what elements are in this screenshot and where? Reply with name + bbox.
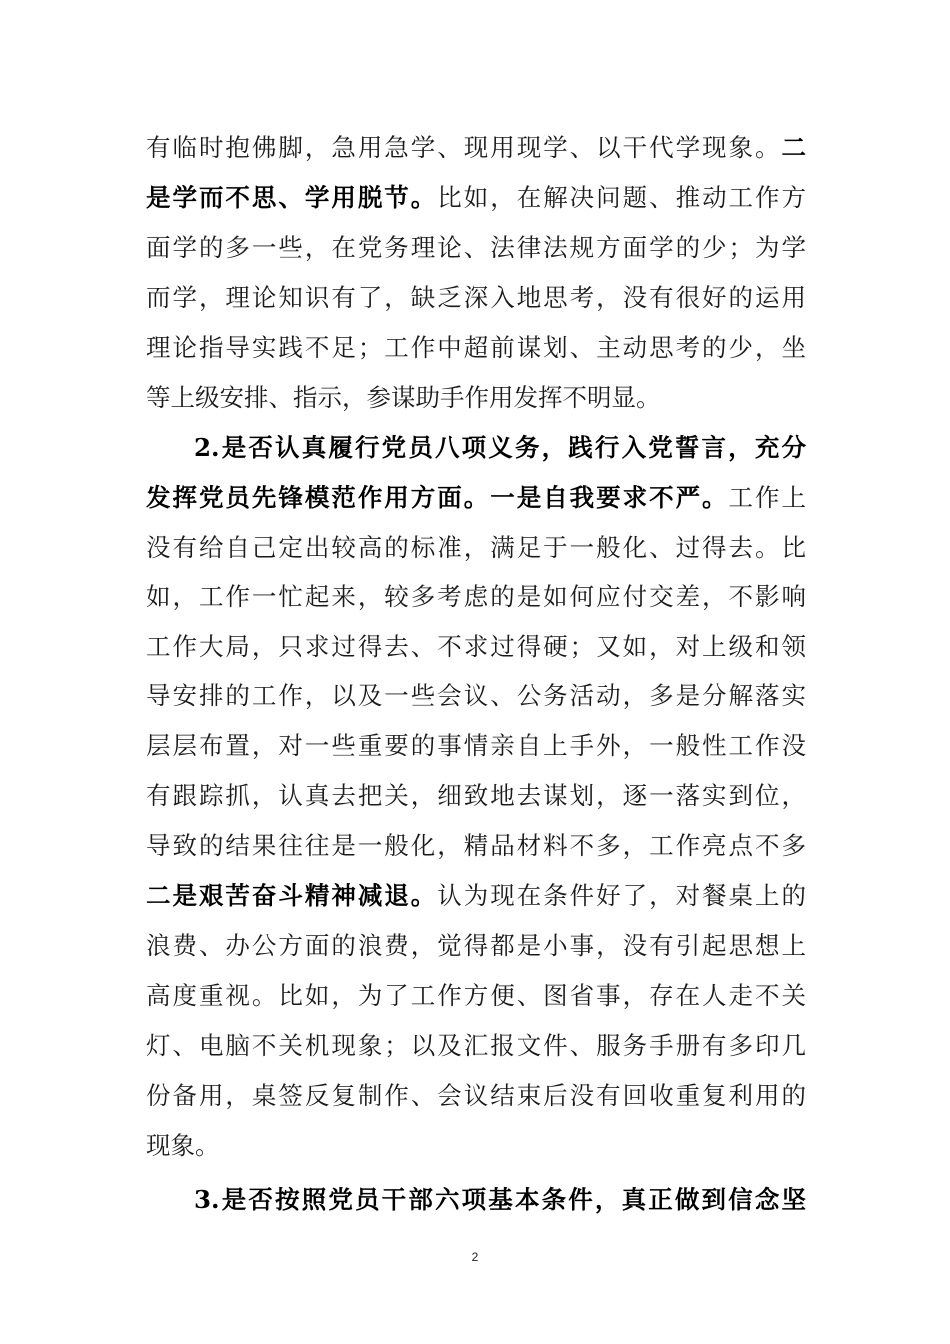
text-run: 而学，理论知识有了，缺乏深入地思考，没有很好的运用	[146, 283, 806, 312]
text-run: 有临时抱佛脚，急用急学、现用现学、以干代学现象。	[146, 133, 782, 162]
heading-line	[194, 428, 806, 468]
text-run: 现象。	[146, 1131, 220, 1160]
bold-text-run: 发挥党员先锋模范作用方面。一是自我要求不严。	[146, 483, 729, 512]
text-run: 工作大局，只求过得去、不求过得硬；又如，对上级和领	[146, 632, 806, 661]
text-run: 理论指导实践不足；工作中超前谋划、主动思考的少，坐	[146, 333, 806, 362]
text-line	[146, 1126, 806, 1166]
text-run: 比如，在解决问题、推动工作方	[437, 183, 806, 212]
text-run: 如，工作一忙起来，较多考虑的是如何应付交差，不影响	[146, 582, 806, 611]
page-number: 2	[471, 1250, 479, 1264]
text-line	[146, 976, 806, 1016]
text-line	[146, 926, 806, 966]
text-run: 份备用，桌签反复制作、会议结束后没有回收重复利用的	[146, 1081, 806, 1110]
text-run: 层层布置，对一些重要的事情亲自上手外，一般性工作没	[146, 731, 806, 760]
bold-text-run: 2.是否认真履行党员八项义务，践行入党誓言，充分	[194, 433, 806, 462]
text-line	[146, 776, 806, 816]
text-line	[146, 1076, 806, 1116]
text-run: 有跟踪抓，认真去把关，细致地去谋划，逐一落实到位，	[146, 781, 806, 810]
text-run: 导安排的工作，以及一些会议、公务活动，多是分解落实	[146, 681, 806, 710]
text-line	[146, 1026, 806, 1066]
text-run: 等上级安排、指示，参谋助手作用发挥不明显。	[146, 383, 661, 412]
bold-text-run: 是学而不思、学用脱节。	[146, 183, 438, 212]
text-line	[146, 328, 806, 368]
text-line	[146, 528, 806, 568]
text-run: 灯、电脑不关机现象；以及汇报文件、服务手册有多印几	[146, 1031, 806, 1060]
text-line	[146, 627, 806, 667]
text-run: 工作上	[728, 483, 806, 512]
text-run: 面学的多一些，在党务理论、法律法规方面学的少；为学	[146, 233, 806, 262]
bold-text-run: 二	[781, 133, 806, 162]
text-run: 没有给自己定出较高的标准，满足于一般化、过得去。比	[146, 533, 806, 562]
heading-line	[194, 1180, 806, 1220]
text-line	[146, 228, 806, 268]
text-line	[146, 478, 806, 518]
text-line	[146, 178, 806, 218]
text-run: 认为现在条件好了，对餐桌上的	[437, 881, 806, 910]
text-line	[146, 577, 806, 617]
text-line	[146, 726, 806, 766]
text-line	[146, 278, 806, 318]
text-line	[146, 378, 806, 418]
text-run: 浪费、办公方面的浪费，觉得都是小事，没有引起思想上	[146, 931, 806, 960]
text-line	[146, 128, 806, 168]
text-line	[146, 876, 806, 916]
bold-text-run: 3.是否按照党员干部六项基本条件，真正做到信念坚	[194, 1185, 806, 1214]
text-run: 高度重视。比如，为了工作方便、图省事，存在人走不关	[146, 981, 806, 1010]
text-run: 导致的结果往往是一般化，精品材料不多，工作亮点不多	[146, 831, 806, 860]
text-line	[146, 676, 806, 716]
text-line	[146, 826, 806, 866]
bold-text-run: 二是艰苦奋斗精神减退。	[146, 881, 438, 910]
